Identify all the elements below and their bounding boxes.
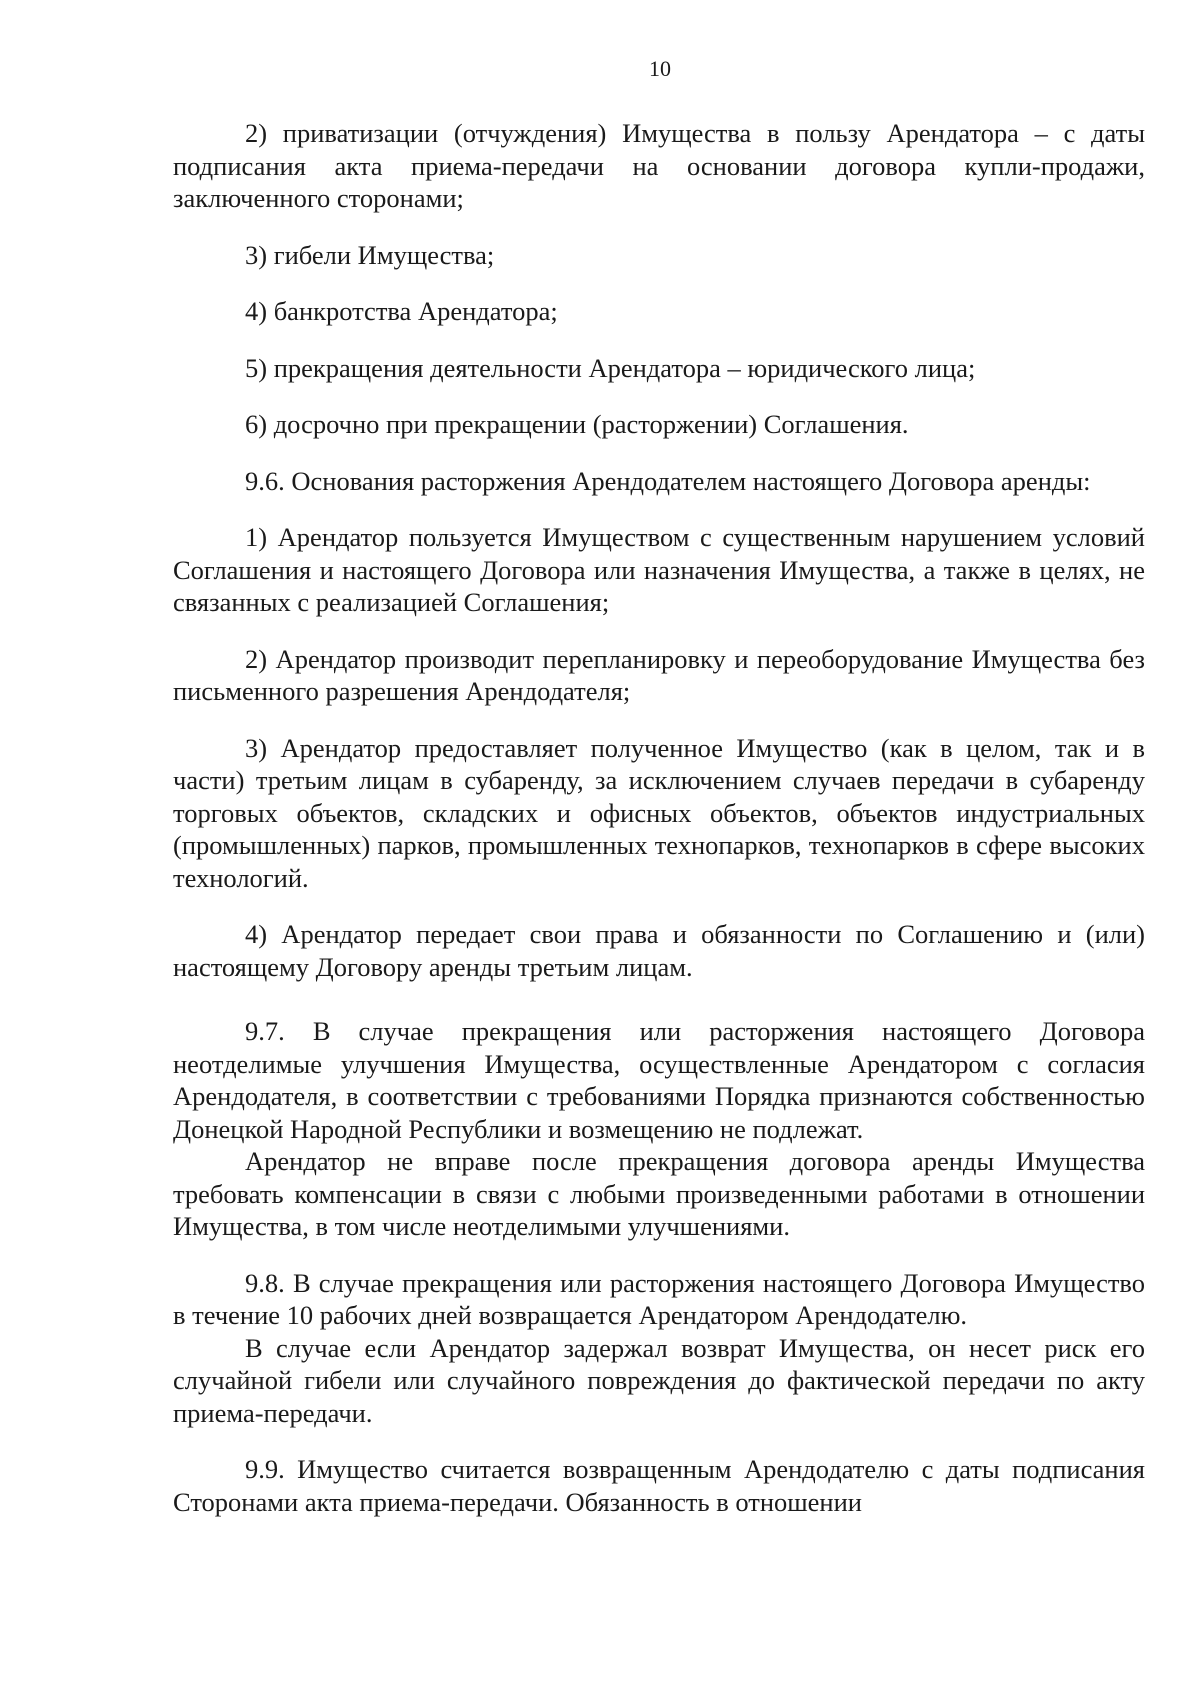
document-body (173, 117, 1145, 1518)
paragraph-9-6-heading: 9.6. Основания расторжения Арендодателем настоящего Договора аренды: (245, 465, 1091, 496)
paragraph-9-7: 9.7. В случае прекращения или расторжения настоящего Договора неотделимые улучшения Имущества, осуществленные Арендатором с согласия Арендодателя, в соответствии с требованиями Порядка признаются собственностью Донецкой Народной Республики и возмещению не подлежат. (173, 1016, 1145, 1144)
paragraph-9-6-item-3: 3) Арендатор предоставляет полученное Имущество (как в целом, так и в части) третьим лицам в субаренду, за исключением случаев передачи в субаренду торговых объектов, складских и офисных объектов, объектов индустриальных (промышленных) парков, промышленных технопарков, технопарков в сфере высоких технологий. (173, 732, 1145, 893)
paragraph-bankruptcy: 4) банкротства Арендатора; (245, 296, 558, 326)
paragraph-9-8: 9.8. В случае прекращения или расторжения настоящего Договора Имущество в течение 10 рабочих дней возвращается Арендатором Арендодателю. (173, 1267, 1145, 1330)
paragraph-9-6-item-4: 4) Арендатор передает свои права и обязанности по Соглашению и (или) настоящему Договору аренды третьим лицам. (173, 919, 1145, 982)
paragraph-early-termination: 6) досрочно при прекращении (расторжении) Соглашения. (245, 409, 909, 439)
paragraph-9-6-item-2: 2) Арендатор производит перепланировку и переоборудование Имущества без письменного разрешения Арендодателя; (173, 643, 1145, 706)
paragraph-termination-of-activity: 5) прекращения деятельности Арендатора – юридического лица; (245, 352, 976, 383)
paragraph-9-8-continuation: В случае если Арендатор задержал возврат Имущества, он несет риск его случайной гибели или случайного повреждения до фактической передачи по акту приема-передачи. (173, 1332, 1145, 1428)
paragraph-destruction: 3) гибели Имущества; (245, 239, 495, 270)
page-number: 10 (649, 56, 671, 81)
paragraph-9-9: 9.9. Имущество считается возвращенным Арендодателю с даты подписания Сторонами акта приема-передачи. Обязанность в отношении (173, 1454, 1145, 1517)
paragraph-9-6-item-1: 1) Арендатор пользуется Имуществом с существенным нарушением условий Соглашения и настоящего Договора или назначения Имущества, а также в целях, не связанных с реализацией Соглашения; (173, 522, 1145, 617)
paragraph-9-7-continuation: Арендатор не вправе после прекращения договора аренды Имущества требовать компенсации в связи с любыми произведенными работами в отношении Имущества, в том числе неотделимыми улучшениями. (173, 1146, 1145, 1241)
paragraph-privatization: 2) приватизации (отчуждения) Имущества в пользу Арендатора – с даты подписания акта приема-передачи на основании договора купли-продажи, заключенного сторонами; (173, 118, 1145, 213)
